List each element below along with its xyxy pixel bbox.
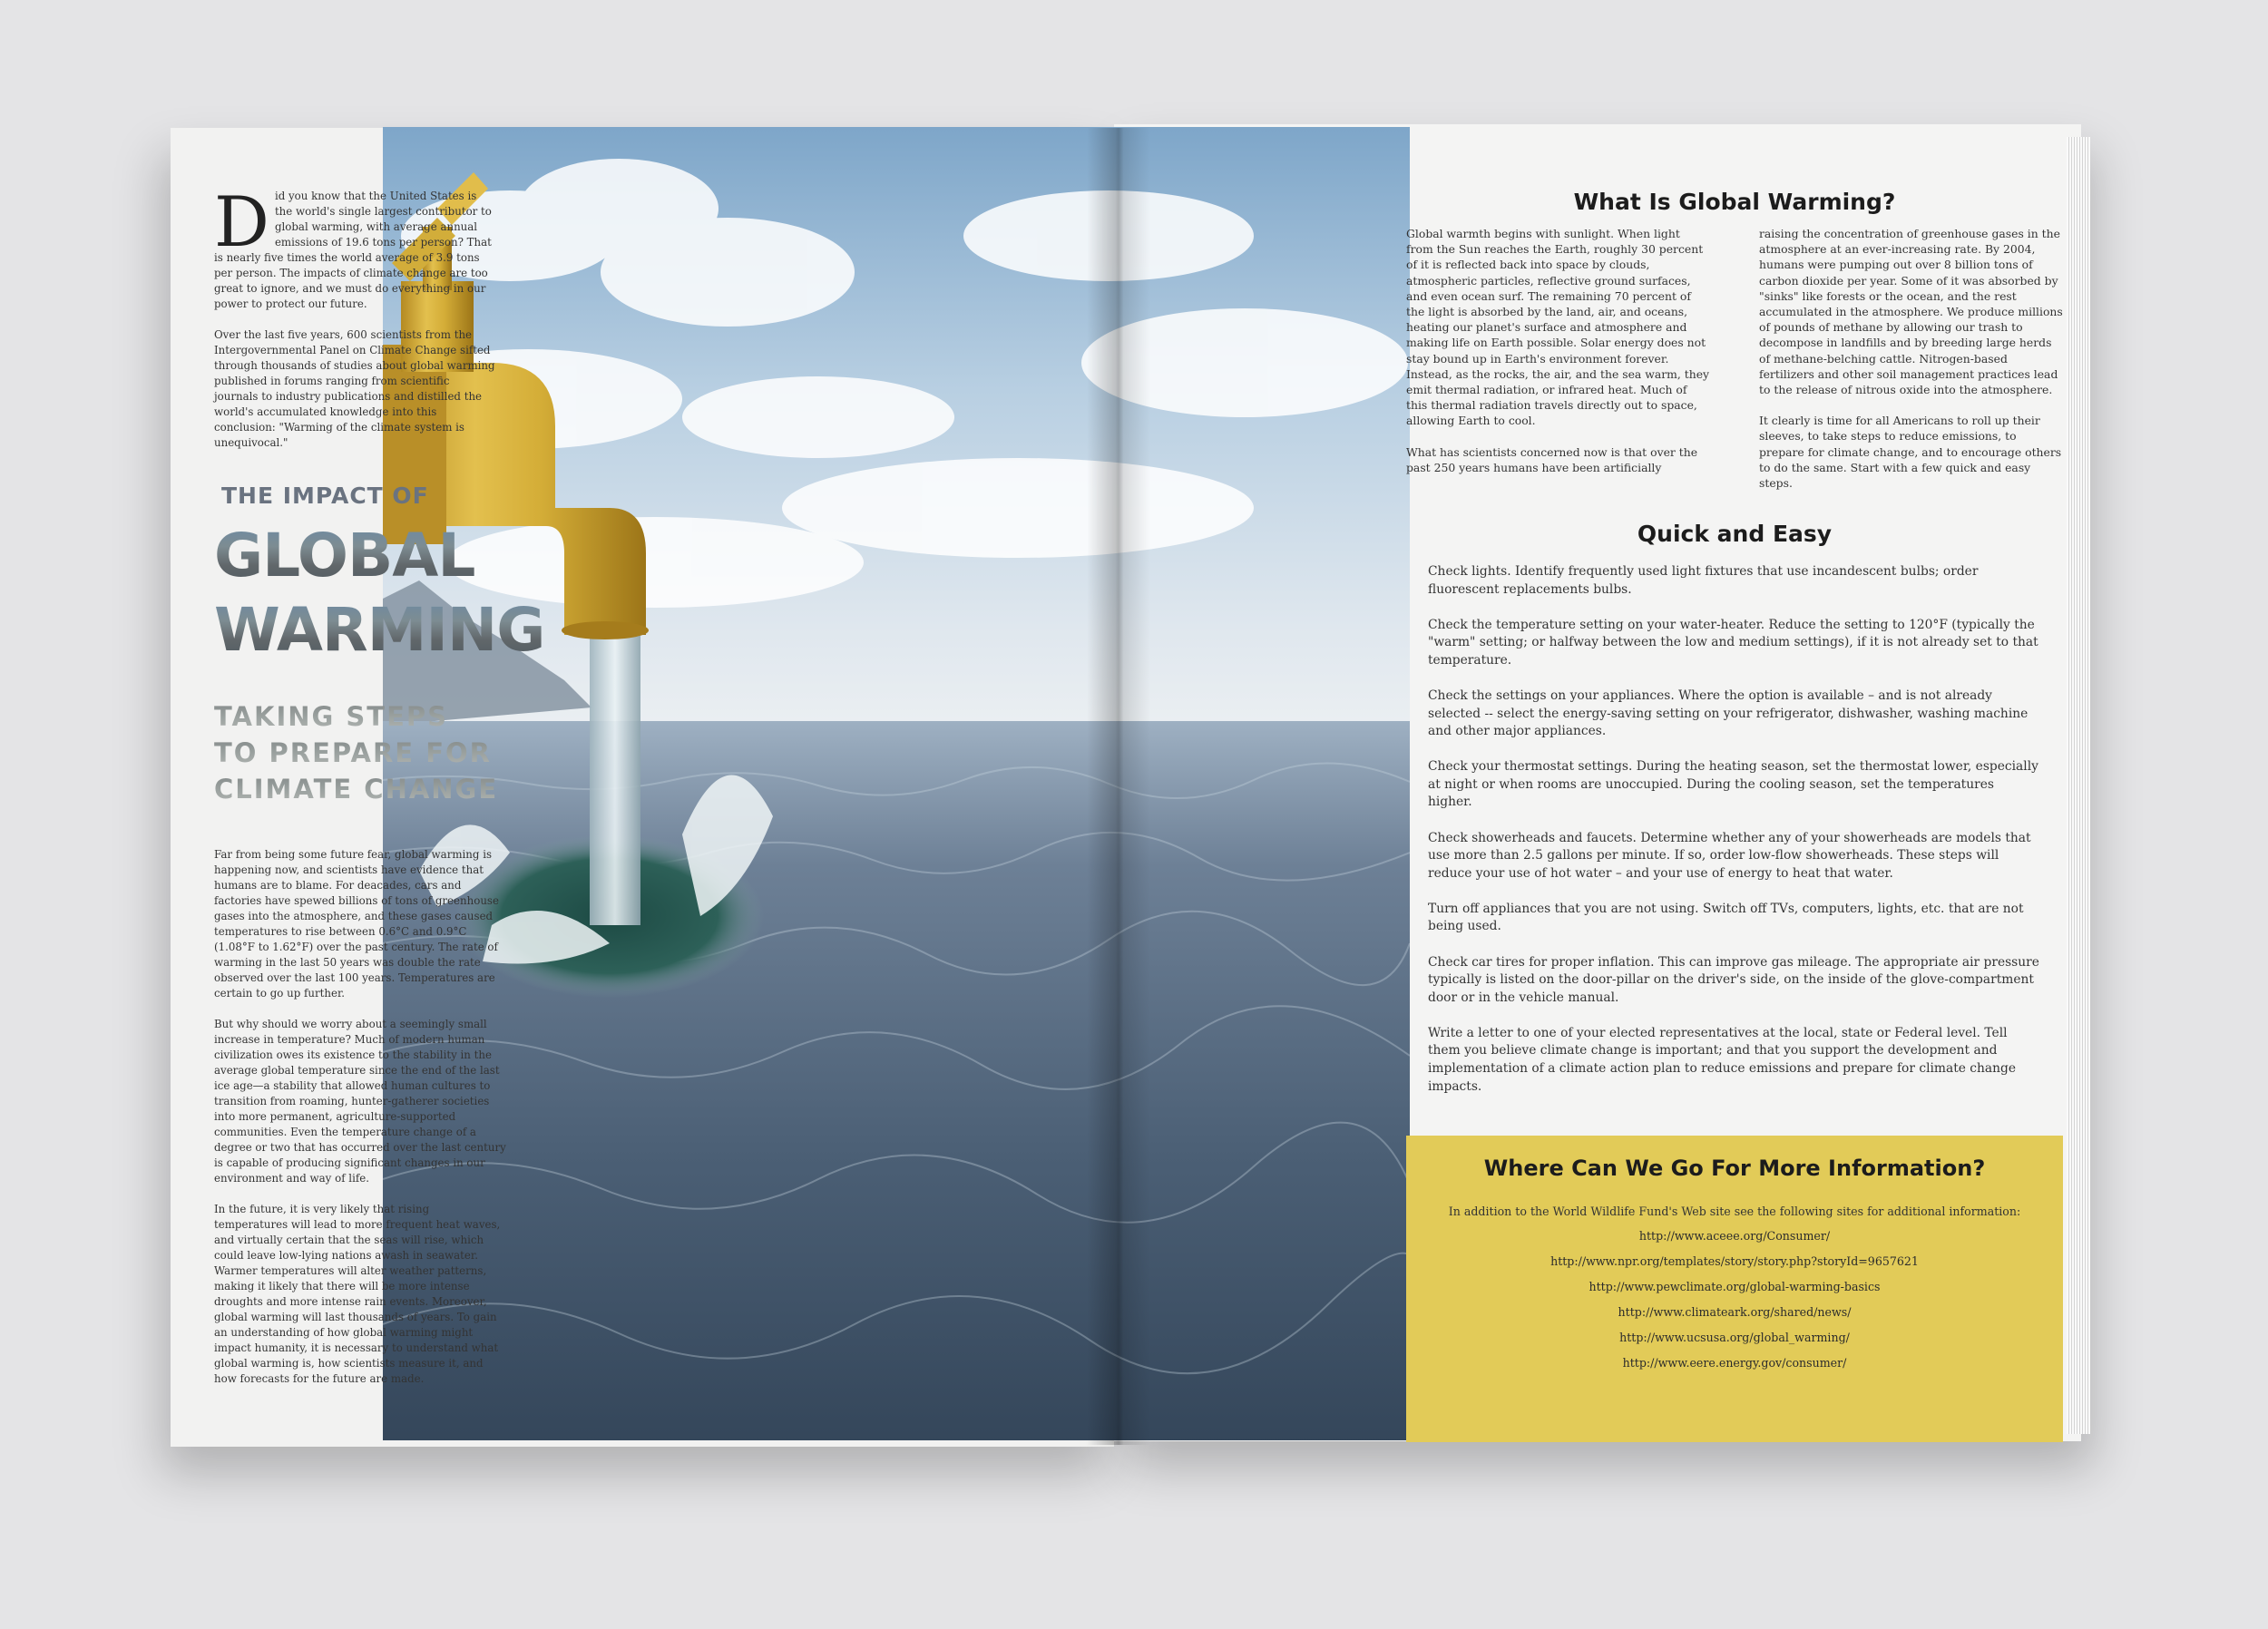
body-text-left: [214, 847, 506, 1402]
tip-item: Check the settings on your appliances. Where the option is available – and is not already selected -- select the energy-saving setting on your refrigerator, dishwasher, washing machine and other major appliances.: [1428, 688, 2028, 739]
tip-item: Check lights. Identify frequently used light fixtures that use incandescent bulbs; order fluorescent replacements bulbs.: [1428, 564, 1979, 597]
paragraph-future-fear: Far from being some future fear, global warming is happening now, and scientists have evidence that humans are to blame. For deacades, cars and factories have spewed billions of tons of greenhouse gases into the atmosphere, and these gases caused temperatures to rise between 0.6°C and 0.9°C (1.08°F to 1.62°F) over the past century. The rate of warming in the last 50 years was double the rate observed over the last 100 years. Temperatures are certain to go up further.: [214, 848, 499, 1000]
what-is-global-warming-title: What Is Global Warming?: [1573, 189, 1896, 215]
drop-cap: D: [214, 181, 269, 262]
what-is-global-warming-section: [1406, 189, 2063, 506]
heading-impact-of: THE IMPACT OF: [221, 483, 429, 509]
resource-link[interactable]: http://www.ucsusa.org/global_warming/: [1619, 1331, 1850, 1344]
what-col1-paragraph-1: Global warmth begins with sunlight. When light from the Sun reaches the Earth, roughly 30 percent of it is reflected back into space by clouds, atmospheric particles, reflective ground surfaces, and even ocean surf. The remaining 70 percent of the light is absorbed by the land, air, and oceans, heating our planet's surface and atmosphere and making life on Earth possible. Solar energy does not stay bound up in Earth's environment forever. Instead, as the rocks, the air, and the sea warm, they emit thermal radiation, or infrared heat. Much of this thermal radiation travels directly out to space, allowing Earth to cool.: [1406, 227, 1710, 428]
more-information-box: [1406, 1136, 2063, 1442]
intro-text: [214, 181, 495, 466]
resource-link[interactable]: http://www.npr.org/templates/story/story.php?storyId=9657621: [1550, 1254, 1919, 1268]
paragraph-why-worry: But why should we worry about a seemingly small increase in temperature? Much of modern human civilization owes its existence to the stability in the average global temperature since the end of the last ice age—a stability that allowed human cultures to transition from roaming, hunter-gatherer societies into more permanent, agriculture-supported communities. Even the temperature change of a degree or two that has occurred over the last century is capable of producing significant changes in our environment and way of life.: [214, 1018, 506, 1185]
heading-global: GLOBAL: [214, 521, 475, 590]
what-is-text-columns: [1406, 226, 2063, 506]
quick-and-easy-title: Quick and Easy: [1637, 521, 1833, 547]
what-col2-paragraph-1: raising the concentration of greenhouse gases in the atmosphere at an ever-increasing rate. By 2004, humans were pumping out over 8 billion tons of carbon dioxide per year. Some of it was absorbed by "sinks" like forests or the ocean, and the rest accumulated in the atmosphere. We produce millions of pounds of methane by allowing our trash to decompose in landfills and by breeding large herds of methane-belching cattle. Nitrogen-based fertilizers and other soil management practices lead to the release of nitrous oxide into the atmosphere.: [1759, 227, 2063, 397]
tip-item: Write a letter to one of your elected representatives at the local, state or Federal level. Tell them you believe climate change is important; and that you support the development and implementation of a climate action plan to reduce emissions and prepare for climate change impacts.: [1428, 1025, 2017, 1094]
paragraph-in-the-future: In the future, it is very likely that rising temperatures will lead to more frequent heat waves, and virtually certain that the seas will rise, which could leave low-lying nations awash in seawater. Warmer temperatures will alter weather patterns, making it likely that there will be more intense droughts and more intense rain events. Moreover, global warming will last thousands of years. To gain an understanding of how global warming might impact humanity, it is necessary to understand what global warming is, how scientists measure it, and how forecasts for the future are made.: [214, 1203, 501, 1385]
page-edges: [2067, 137, 2090, 1434]
faucet-ocean-photo: [383, 127, 1410, 1440]
more-information-intro: In addition to the World Wildlife Fund's Web site see the following sites for additional information:: [1448, 1205, 2021, 1218]
what-col1-paragraph-2: What has scientists concerned now is that over the past 250 years humans have been artificially: [1406, 444, 1698, 474]
more-information-title: Where Can We Go For More Information?: [1483, 1156, 1986, 1181]
what-column-2: [1759, 226, 2063, 506]
subheading-prepare-for: TO PREPARE FOR: [214, 735, 492, 771]
water-stream: [590, 617, 640, 925]
quick-and-easy-section: [1406, 521, 2063, 1114]
subheading-taking-steps: TAKING STEPS: [214, 698, 448, 735]
tip-item: Check the temperature setting on your water-heater. Reduce the setting to 120°F (typically the "warm" setting; or halfway between the low and medium settings), if it is not already set to that temperature.: [1428, 617, 2038, 668]
resource-link[interactable]: http://www.aceee.org/Consumer/: [1638, 1229, 1831, 1243]
what-col2-paragraph-2: It clearly is time for all Americans to roll up their sleeves, to take steps to reduce emissions, to prepare for climate change, and to encourage others to do the same. Start with a few quick and easy steps.: [1759, 414, 2062, 491]
tip-item: Check your thermostat settings. During the heating season, set the thermostat lower, especially at night or when rooms are unoccupied. During the cooling season, set the temperatures higher.: [1428, 759, 2038, 810]
tips-list: [1406, 563, 2063, 1096]
tip-item: Check showerheads and faucets. Determine whether any of your showerheads are models that use more than 2.5 gallons per minute. If so, order low-flow showerheads. These steps will reduce your use of hot water – and your use of energy to heat that water.: [1428, 830, 2031, 881]
sea: [383, 721, 1410, 1440]
resource-link[interactable]: http://www.pewclimate.org/global-warming-basics: [1589, 1280, 1881, 1293]
ipcc-paragraph: Over the last five years, 600 scientists from the Intergovernmental Panel on Climate Change sifted through thousands of studies about global warming published in forums ranging from scientific journals to industry publications and distilled the world's accumulated knowledge into this conclusion: "Warming of the climate system is unequivocal.": [214, 328, 495, 449]
tip-item: Check car tires for proper inflation. This can improve gas mileage. The appropriate air pressure typically is listed on the door-pillar on the driver's side, on the inside of the glove-compartment door or in the vehicle manual.: [1428, 954, 2039, 1005]
photo-illustration: [383, 127, 1410, 1440]
resource-link[interactable]: http://www.climateark.org/shared/news/: [1618, 1305, 1852, 1319]
intro-paragraph: id you know that the United States is the world's single largest contributor to global warming, with average annual emissions of 19.6 tons per person? That is nearly five times the world average of 3.9 tons per person. The impacts of climate change are too great to ignore, and we must do everything in our power to protect our future.: [214, 190, 492, 310]
resource-link[interactable]: http://www.eere.energy.gov/consumer/: [1622, 1356, 1847, 1370]
resource-links: [1406, 1224, 2063, 1376]
what-column-1: [1406, 226, 1710, 506]
subheading-climate-change: CLIMATE CHANGE: [214, 771, 498, 807]
heading-warming: WARMING: [214, 595, 545, 665]
tip-item: Turn off appliances that you are not using. Switch off TVs, computers, lights, etc. that are not being used.: [1428, 901, 2024, 934]
